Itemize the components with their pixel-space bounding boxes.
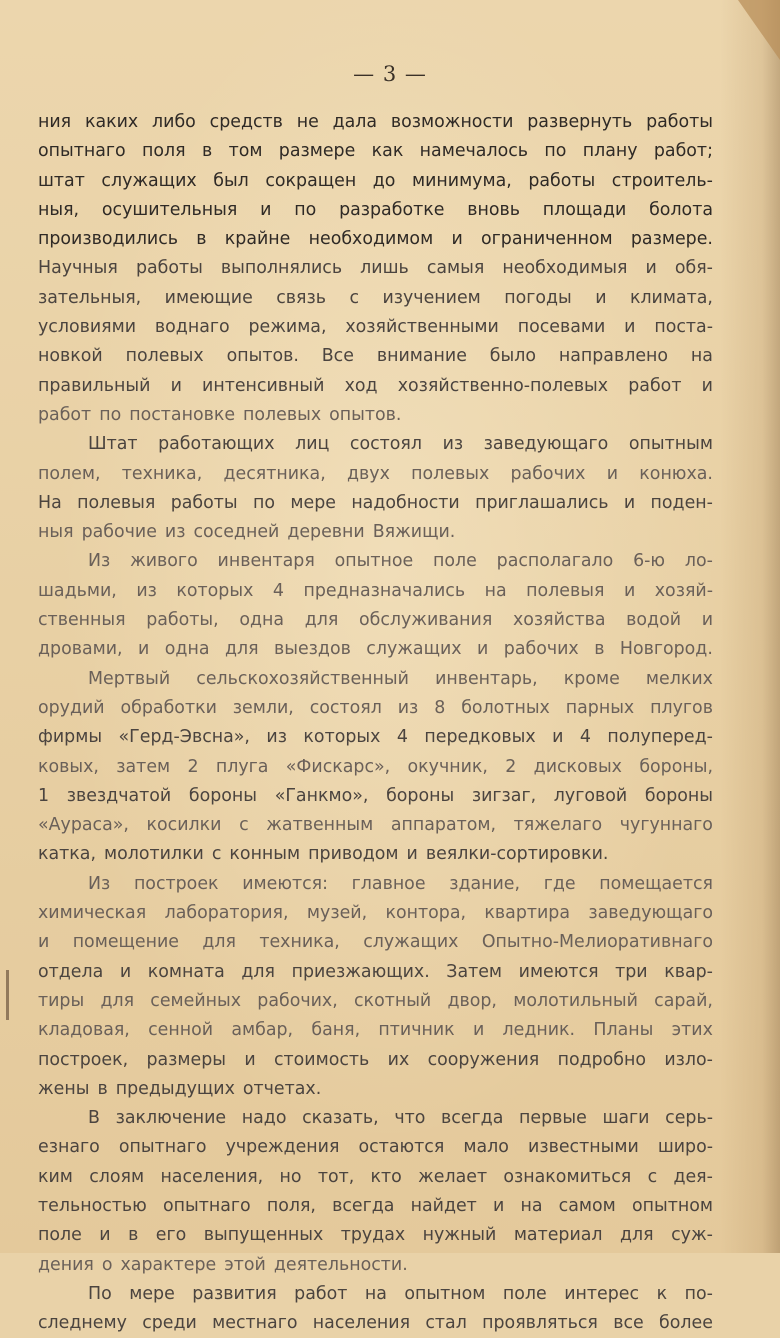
body-text	[38, 108, 713, 1338]
text-line: ния каких либо средств не дала возможности развернуть работы	[38, 112, 713, 132]
text-line: зательныя, имеющие связь с изучением погоды и климата,	[38, 287, 713, 308]
text-line: следнему среди местнаго населения стал проявляться все более	[38, 1313, 713, 1334]
text-line: производились в крайне необходимом и ограниченном размере.	[38, 229, 713, 250]
text-line: работ по постановке полевых опытов.	[38, 404, 402, 425]
text-line: На полевыя работы по мере надобности приглашались и поден-	[38, 492, 713, 513]
text-line: ныя рабочие из соседней деревни Вяжищи.	[38, 522, 456, 543]
page-edge-shadow	[720, 0, 780, 1253]
text-line: орудий обработки земли, состоял из 8 болотных парных плугов	[38, 697, 713, 718]
text-line: штат служащих был сокращен до минимума, работы строитель-	[38, 170, 713, 191]
text-line: условиями воднаго режима, хозяйственными посевами и поста-	[38, 317, 713, 338]
torn-corner	[738, 0, 780, 60]
text-line: полем, техника, десятника, двух полевых рабочих и конюха.	[38, 463, 713, 484]
text-line: катка, молотилки с конным приводом и веялки-сортировки.	[38, 844, 609, 865]
text-line: и помещение для техника, служащих Опытно-Мелиоративнаго	[38, 932, 713, 953]
text-line: Штат работающих лиц состоял из заведующаго опытным	[88, 434, 713, 455]
text-line: Научныя работы выполнялись лишь самыя необходимыя и обя-	[38, 258, 713, 279]
text-line: построек, размеры и стоимость их сооружения подробно изло-	[38, 1049, 713, 1070]
text-line: жены в предыдущих отчетах.	[38, 1078, 322, 1099]
text-line: ныя, осушительныя и по разработке вновь площади болота	[38, 199, 713, 220]
text-line: химическая лаборатория, музей, контора, квартира заведующаго	[38, 903, 713, 924]
text-line: Из живого инвентаря опытное поле располагало 6-ю ло-	[88, 551, 713, 572]
text-line: тельностью опытнаго поля, всегда найдет и на самом опытном	[38, 1195, 713, 1216]
text-line: 1 звездчатой бороны «Ганкмо», бороны зигзаг, луговой бороны	[38, 785, 713, 806]
text-line: Из построек имеются: главное здание, где помещается	[88, 873, 713, 894]
text-line: правильный и интенсивный ход хозяйственно-полевых работ и	[38, 375, 713, 396]
text-line: кладовая, сенной амбар, баня, птичник и ледник. Планы этих	[38, 1020, 713, 1041]
text-line: новкой полевых опытов. Все внимание было направлено на	[38, 346, 713, 367]
text-line: «Аураса», косилки с жатвенным аппаратом, тяжелаго чугуннаго	[38, 815, 713, 836]
text-line: дения о характере этой деятельности.	[38, 1254, 408, 1275]
text-line: шадьми, из которых 4 предназначались на полевыя и хозяй-	[38, 580, 713, 601]
text-line: тиры для семейных рабочих, скотный двор, молотильный сарай,	[38, 990, 713, 1011]
text-line: поле и в его выпущенных трудах нужный материал для суж-	[38, 1225, 713, 1246]
text-line: отдела и комната для приезжающих. Затем имеются три квар-	[38, 961, 713, 982]
text-line: По мере развития работ на опытном поле интерес к по-	[88, 1283, 713, 1304]
text-line: дровами, и одна для выездов служащих и рабочих в Новгород.	[38, 639, 713, 660]
text-line: опытнаго поля в том размере как намечалось по плану работ;	[38, 141, 713, 162]
margin-mark	[6, 970, 9, 1020]
text-line: ковых, затем 2 плуга «Фискарс», окучник, 2 дисковых бороны,	[38, 756, 713, 777]
page-number-header: — 3 —	[353, 62, 427, 86]
text-line: ственныя работы, одна для обслуживания хозяйства водой и	[38, 610, 713, 631]
text-line: ким слоям населения, но тот, кто желает ознакомиться с дея-	[38, 1166, 713, 1187]
text-line: фирмы «Герд-Эвсна», из которых 4 передковых и 4 полуперед-	[38, 727, 713, 748]
text-line: В заключение надо сказать, что всегда первые шаги серь-	[88, 1108, 713, 1129]
text-line: Мертвый сельскохозяйственный инвентарь, кроме мелких	[88, 668, 713, 689]
text-line: езнаго опытнаго учреждения остаются мало известными широ-	[38, 1137, 713, 1158]
